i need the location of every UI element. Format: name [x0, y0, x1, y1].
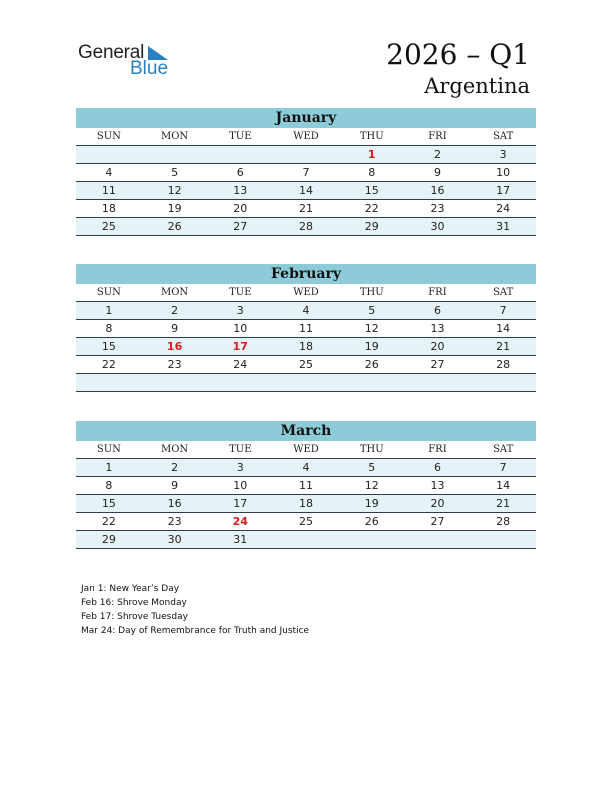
weekday-label: TUE — [229, 131, 252, 142]
day-cell: 19 — [364, 497, 379, 510]
day-cell: 7 — [499, 304, 507, 317]
weekday-label: MON — [160, 444, 189, 455]
day-cell: 18 — [101, 202, 116, 215]
weekday-label: FRI — [428, 287, 447, 298]
day-cell: 13 — [430, 322, 445, 335]
week-row — [76, 200, 536, 218]
day-cell: 8 — [105, 479, 113, 492]
week-row — [76, 164, 536, 182]
day-cell: 7 — [302, 166, 310, 179]
day-cell: 25 — [101, 220, 116, 233]
day-cell: 12 — [167, 184, 182, 197]
day-cell: 27 — [233, 220, 248, 233]
day-cell: 11 — [299, 479, 314, 492]
day-cell: 29 — [364, 220, 379, 233]
day-cell: 2 — [171, 461, 179, 474]
weekday-label: SAT — [493, 444, 514, 455]
day-cell: 9 — [171, 479, 179, 492]
day-cell: 1 — [105, 461, 113, 474]
day-cell: 1 — [105, 304, 113, 317]
holiday-day-cell: 17 — [232, 340, 248, 353]
month-name: March — [76, 421, 536, 441]
week-row — [76, 513, 536, 531]
day-cell: 8 — [105, 322, 113, 335]
week-row — [76, 320, 536, 338]
holiday-note: Feb 17: Shrove Tuesday — [81, 612, 188, 622]
day-cell: 31 — [496, 220, 511, 233]
day-cell: 23 — [167, 515, 182, 528]
month-name: January — [76, 108, 536, 128]
day-cell: 26 — [167, 220, 182, 233]
day-cell: 30 — [430, 220, 445, 233]
day-cell: 14 — [496, 322, 511, 335]
day-cell: 19 — [364, 340, 379, 353]
day-cell: 22 — [101, 358, 116, 371]
day-cell: 12 — [364, 322, 379, 335]
week-row — [76, 477, 536, 495]
day-cell: 20 — [430, 340, 445, 353]
day-cell: 27 — [430, 515, 445, 528]
week-row — [76, 218, 536, 236]
holiday-day-cell: 16 — [166, 340, 183, 353]
weekday-header-row — [76, 284, 536, 302]
weekday-label: TUE — [229, 444, 252, 455]
weekday-label: MON — [160, 287, 189, 298]
holiday-day-cell: 24 — [232, 515, 248, 528]
weekday-label: THU — [359, 131, 384, 142]
empty-day-cell — [142, 146, 208, 163]
empty-day-cell — [273, 531, 339, 548]
day-cell: 14 — [496, 479, 511, 492]
empty-day-cell — [405, 531, 471, 548]
week-row — [76, 495, 536, 513]
day-cell: 31 — [233, 533, 248, 546]
week-row — [76, 338, 536, 356]
weekday-label: FRI — [428, 131, 447, 142]
day-cell: 25 — [299, 515, 314, 528]
day-cell: 10 — [496, 166, 511, 179]
empty-day-cell — [470, 531, 536, 548]
day-cell: 11 — [101, 184, 116, 197]
weekday-label: MON — [160, 131, 189, 142]
day-cell: 20 — [233, 202, 248, 215]
day-cell: 12 — [364, 479, 379, 492]
day-cell: 16 — [430, 184, 445, 197]
holiday-note: Feb 16: Shrove Monday — [81, 598, 187, 608]
day-cell: 11 — [299, 322, 314, 335]
day-cell: 28 — [496, 358, 511, 371]
day-cell: 6 — [433, 304, 441, 317]
day-cell: 3 — [499, 148, 507, 161]
day-cell: 21 — [299, 202, 314, 215]
day-cell: 6 — [433, 461, 441, 474]
day-cell: 18 — [299, 340, 314, 353]
week-row — [76, 356, 536, 374]
day-cell: 7 — [499, 461, 507, 474]
week-row — [76, 302, 536, 320]
day-cell: 5 — [171, 166, 179, 179]
weekday-label: THU — [359, 287, 384, 298]
weekday-label: TUE — [229, 287, 252, 298]
logo — [78, 42, 188, 82]
day-cell: 22 — [364, 202, 379, 215]
empty-day-cell — [470, 374, 536, 391]
month-name: February — [76, 264, 536, 284]
day-cell: 16 — [167, 497, 182, 510]
week-row — [76, 531, 536, 549]
day-cell: 21 — [496, 497, 511, 510]
day-cell: 26 — [364, 515, 379, 528]
weekday-label: SUN — [96, 131, 121, 142]
empty-day-cell — [339, 374, 405, 391]
day-cell: 6 — [236, 166, 244, 179]
empty-day-cell — [76, 146, 142, 163]
empty-day-cell — [339, 531, 405, 548]
day-cell: 23 — [430, 202, 445, 215]
weekday-label: SAT — [493, 131, 514, 142]
day-cell: 15 — [364, 184, 379, 197]
weekday-label: WED — [293, 444, 319, 455]
week-row — [76, 374, 536, 392]
empty-day-cell — [207, 146, 273, 163]
day-cell: 2 — [433, 148, 441, 161]
day-cell: 8 — [368, 166, 376, 179]
month-february — [76, 264, 536, 392]
day-cell: 13 — [233, 184, 248, 197]
weekday-label: WED — [293, 287, 319, 298]
day-cell: 4 — [302, 461, 310, 474]
day-cell: 17 — [233, 497, 248, 510]
month-march — [76, 421, 536, 549]
logo-blue-text: Blue — [130, 58, 169, 79]
day-cell: 5 — [368, 304, 376, 317]
logo-general-text: General — [78, 42, 145, 63]
day-cell: 15 — [101, 340, 116, 353]
day-cell: 23 — [167, 358, 182, 371]
day-cell: 24 — [233, 358, 248, 371]
day-cell: 24 — [496, 202, 511, 215]
day-cell: 19 — [167, 202, 182, 215]
day-cell: 10 — [233, 479, 248, 492]
day-cell: 3 — [236, 304, 244, 317]
day-cell: 2 — [171, 304, 179, 317]
weekday-label: SAT — [493, 287, 514, 298]
day-cell: 17 — [496, 184, 511, 197]
day-cell: 14 — [299, 184, 314, 197]
weekday-header-row — [76, 128, 536, 146]
day-cell: 4 — [105, 166, 113, 179]
weekday-label: SUN — [96, 287, 121, 298]
weekday-label: SUN — [96, 444, 121, 455]
day-cell: 28 — [299, 220, 314, 233]
weekday-header-row — [76, 441, 536, 459]
holiday-note: Jan 1: New Year’s Day — [81, 584, 180, 594]
day-cell: 27 — [430, 358, 445, 371]
empty-day-cell — [142, 374, 208, 391]
day-cell: 9 — [171, 322, 179, 335]
day-cell: 15 — [101, 497, 116, 510]
empty-day-cell — [207, 374, 273, 391]
day-cell: 3 — [236, 461, 244, 474]
day-cell: 9 — [433, 166, 441, 179]
page-subtitle: Argentina — [424, 74, 530, 98]
month-january — [76, 108, 536, 236]
week-row — [76, 459, 536, 477]
day-cell: 28 — [496, 515, 511, 528]
day-cell: 5 — [368, 461, 376, 474]
weekday-label: THU — [359, 444, 384, 455]
weekday-label: WED — [293, 131, 319, 142]
day-cell: 25 — [299, 358, 314, 371]
empty-day-cell — [405, 374, 471, 391]
weekday-label: FRI — [428, 444, 447, 455]
day-cell: 13 — [430, 479, 445, 492]
holiday-notes — [81, 582, 309, 638]
empty-day-cell — [273, 374, 339, 391]
day-cell: 4 — [302, 304, 310, 317]
page-title: 2026 – Q1 — [386, 38, 530, 71]
day-cell: 20 — [430, 497, 445, 510]
day-cell: 18 — [299, 497, 314, 510]
day-cell: 29 — [101, 533, 116, 546]
holiday-note: Mar 24: Day of Remembrance for Truth and Justice — [81, 626, 310, 636]
day-cell: 22 — [101, 515, 116, 528]
day-cell: 30 — [167, 533, 182, 546]
week-row — [76, 182, 536, 200]
week-row — [76, 146, 536, 164]
empty-day-cell — [273, 146, 339, 163]
day-cell: 26 — [364, 358, 379, 371]
holiday-day-cell: 1 — [367, 148, 376, 161]
day-cell: 21 — [496, 340, 511, 353]
empty-day-cell — [76, 374, 142, 391]
day-cell: 10 — [233, 322, 248, 335]
